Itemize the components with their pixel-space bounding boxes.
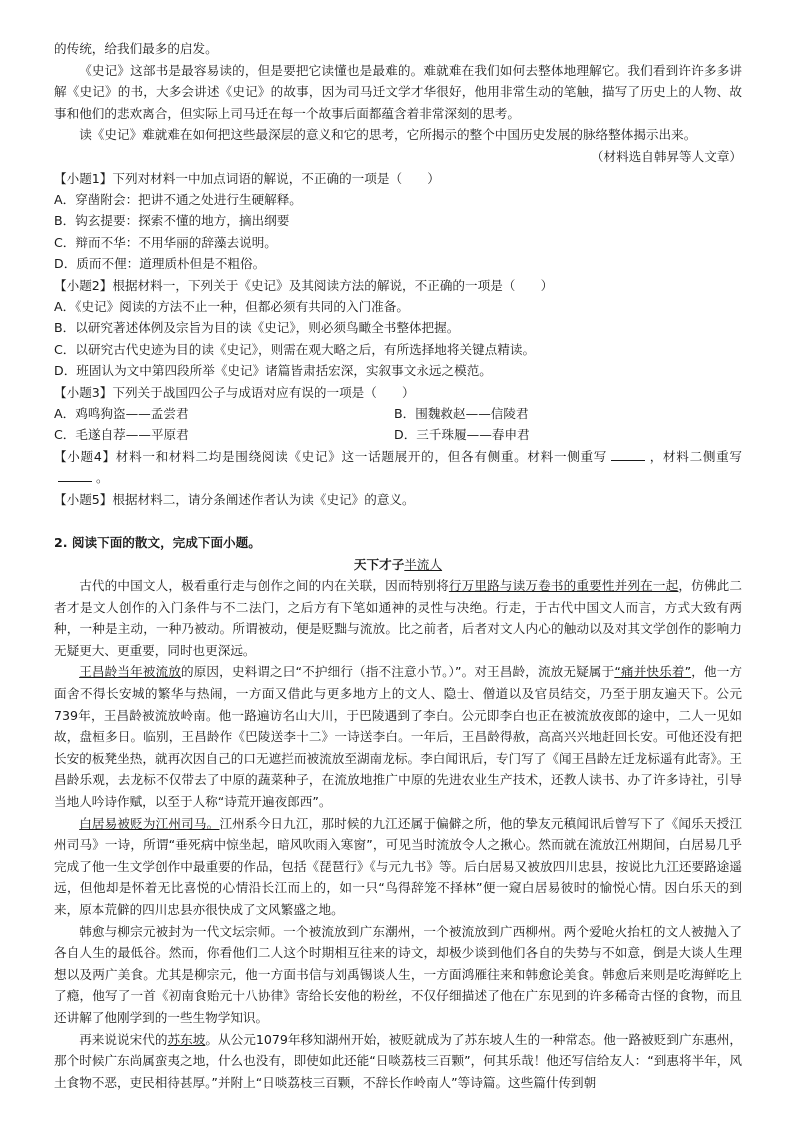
essay-p5-text-b: 。从公元1079年移知湖州开始，被贬就成为了苏东坡人生的一种常态。他一路被贬到广东惠州，那个时候广东尚属蛮夷之地，什么也没有，即使如此还能“日啖荔枝三百颗”，何其乐哉！他还写信给友人：“到惠将半年，风土食物不恶，吏民相待甚厚。”并附上“日啖荔枝三百颗，不辞长作岭南人”等诗篇。这些篇什传到朝 bbox=[54, 1031, 743, 1090]
essay-paragraph-4: 韩愈与柳宗元被封为一代文坛宗师。一个被流放到广东潮州，一个被流放到广西柳州。两个爱呛火抬杠的文人被抛入了各自人生的最低谷。然而，你看他们二人这个时期相互往来的诗文，却极少谈到他们各自的失势与不如意，倒是大谈人生理想以及两广美食。尤其是柳宗元，他一方面书信与刘禹锡谈人生，一方面鸿雁往来和韩愈论美食。韩愈后来则是吃海鲜吃上了瘾，他写了一首《初南食贻元十八协律》寄给长安他的粉丝，不仅仔细描述了他在广东见到的许多稀奇古怪的食物，而且还讲解了他刚学到的一些生物学知识。 bbox=[54, 923, 742, 1025]
essay-p2-underline-2: “痛并快乐着” bbox=[614, 664, 692, 680]
essay-title-underlined: 半流人 bbox=[404, 557, 443, 573]
question-3-stem: 【小题3】下列关于战国四公子与成语对应有误的一项是（ ） bbox=[54, 384, 415, 400]
essay-p5-text-a: 再来说说宋代的 bbox=[79, 1031, 168, 1047]
question-3-option-b: B．围魏救赵——信陵君 bbox=[394, 406, 529, 422]
question-3-option-c: C．毛遂自荐——平原君 bbox=[54, 427, 189, 443]
answer-blank-2[interactable] bbox=[58, 469, 92, 482]
essay-p2-text-b: ，他一方面舍不得长安城的繁华与热闹，一方面又借此与更多地方上的文人、隐士、僧道以及官员结交，乃至于朋友遍天下。公元739年，王昌龄被流放岭南。他一路遍访名山大川，于巴陵遇到了李白。公元即李白也正在被流放夜郎的途中，二人一见如故，盘桓多日。临别，王昌龄作《巴陵送李十二》一诗送李白。一年后，王昌龄得赦，高高兴兴地赶回长安。可他还没有把长安的板凳坐热，就再次因自己的口无遮拦而被流放至湖南龙标。李白闻讯后，专门写了《闻王昌龄左迁龙标遥有此寄》。王昌龄乐观，去龙标不仅带去了中原的蔬菜种子，在流放地推广中原的先进农业生产技术，还教人读书、办了许多诗社，引导当地人吟诗作赋，以至于人称“诗荒开遍夜郎西”。 bbox=[54, 664, 743, 809]
question-3 bbox=[54, 382, 742, 446]
question-4-text-1: 【小题4】材料一和材料二均是围绕阅读《史记》这一话题展开的，但各有侧重。材料一侧重写 bbox=[54, 448, 608, 464]
essay-title-main: 天下才子 bbox=[353, 557, 405, 573]
material-source: （材料选自韩昇等人文章） bbox=[590, 148, 742, 164]
question-2-stem: 【小题2】根据材料一，下列关于《史记》及其阅读方法的解说，不正确的一项是（ ） bbox=[54, 277, 554, 293]
question-2 bbox=[54, 275, 742, 382]
question-2-option-c: C．以研究古代史迹为目的读《史记》，则需在观大略之后，有所选择地将关键点精读。 bbox=[54, 341, 536, 357]
question-2-option-d: D．班固认为文中第四段所举《史记》诸篇皆肃括宏深，实叙事文永远之模范。 bbox=[54, 363, 492, 379]
question-1-stem: 【小题1】下列对材料一中加点词语的解说，不正确的一项是（ ） bbox=[54, 170, 440, 186]
question-3-row-2 bbox=[54, 424, 742, 445]
answer-blank-1[interactable] bbox=[611, 448, 645, 461]
question-4 bbox=[54, 446, 742, 489]
essay-p1-text-a: 古代的中国文人，极看重行走与创作之间的内在关联，因而特别将 bbox=[79, 578, 449, 594]
document-page bbox=[54, 38, 742, 1093]
section-2-heading: 2. 阅读下面的散文，完成下面小题。 bbox=[54, 535, 261, 551]
question-5: 【小题5】根据材料二，请分条阐述作者认为读《史记》的意义。 bbox=[54, 491, 415, 507]
material-paragraph-2: 读《史记》难就难在如何把这些最深层的意义和它的思考，它所揭示的整个中国历史发展的脉络整体揭示出来。 bbox=[79, 127, 697, 143]
essay-p1-underline: 行万里路与读万卷书的重要性并列在一起 bbox=[448, 578, 679, 594]
question-3-option-d: D．三千珠履——春申君 bbox=[394, 427, 530, 443]
question-1 bbox=[54, 168, 742, 275]
material-paragraph-1: 《史记》这部书是最容易读的，但是要把它读懂也是最难的。难就难在我们如何去整体地理解它。我们看到许许多多讲解《史记》的书，大多会讲述《史记》的故事，因为司马迁文学才华很好，他用非常生动的笔触，描写了历史上的人物、故事和他们的悲欢离合，但实际上司马迁在每一个故事后面都蕴含着非常深刻的思考。 bbox=[54, 62, 742, 121]
essay-p1-text-b: ，仿佛此二者才是文人创作的入门条件与不二法门，之后方有下笔如通神的灵性与决绝。行走，于古代中国文人而言，方式大致有两种，一种是主动，一种乃被动。所谓被动，便是贬黜与流放。比之前者，后者对文人内心的触动以及对其文学创作的影响力无疑更大、更重要，同时也更深远。 bbox=[54, 578, 743, 658]
question-3-row-1 bbox=[54, 403, 742, 424]
essay-p3-text: 江州系今日九江，那时候的九江还属于偏僻之所，他的挚友元稹闻讯后曾写下了《闻乐天授江州司马》一诗，所谓“垂死病中惊坐起，暗风吹雨入寒窗”，可见当时流放令人之揪心。然而就在流放江州期间，白居易几乎完成了他一生文学创作中最重要的作品，包括《琵琶行》《与元九书》等。后白居易又被放四川忠县，按说比九江还要路途遥远，但他却是怀着无比喜悦的心情沿长江而上的，如一只“鸟得辞笼不择林”便一窥白居易彼时的愉悦心情。因白乐天的到来，原本荒僻的四川忠县亦很快成了文风繁盛之地。 bbox=[54, 815, 743, 917]
question-4-text-3: 。 bbox=[96, 470, 109, 486]
question-1-option-b: B．钩玄提要：探索不懂的地方，摘出纲要 bbox=[54, 213, 290, 229]
question-1-option-a: A．穿凿附会：把讲不通之处进行生硬解释。 bbox=[54, 191, 302, 207]
question-4-text-2: ，材料二侧重写 bbox=[649, 448, 743, 464]
essay-paragraph-3 bbox=[54, 813, 742, 921]
essay-p3-underline: 白居易被贬为江州司马。 bbox=[79, 815, 220, 831]
essay-paragraph-2 bbox=[54, 661, 742, 812]
question-1-option-c: C．辩而不华：不用华丽的辞藻去说明。 bbox=[54, 234, 277, 250]
essay-paragraph-5 bbox=[54, 1029, 742, 1094]
question-1-option-d: D．质而不俚：道理质朴但是不粗俗。 bbox=[54, 256, 266, 272]
material-tail-line: 的传统，给我们最多的启发。 bbox=[54, 41, 218, 56]
essay-p2-text-a: 的原因，史料谓之曰“不护细行（指不注意小节。）”。对王昌龄，流放无疑属于 bbox=[180, 664, 615, 680]
essay-paragraph-1 bbox=[54, 575, 742, 661]
question-2-option-a: A．《史记》阅读的方法不止一种，但都必须有共同的入门准备。 bbox=[54, 299, 409, 314]
question-3-option-a: A．鸡鸣狗盗——孟尝君 bbox=[54, 406, 189, 422]
essay-title bbox=[54, 554, 742, 575]
essay-p2-underline: 王昌龄当年被流放 bbox=[79, 664, 181, 680]
question-2-option-b: B．以研究著述体例及宗旨为目的读《史记》，则必须鸟瞰全书整体把握。 bbox=[54, 320, 460, 336]
essay-p5-underline: 苏东坡 bbox=[167, 1031, 206, 1047]
